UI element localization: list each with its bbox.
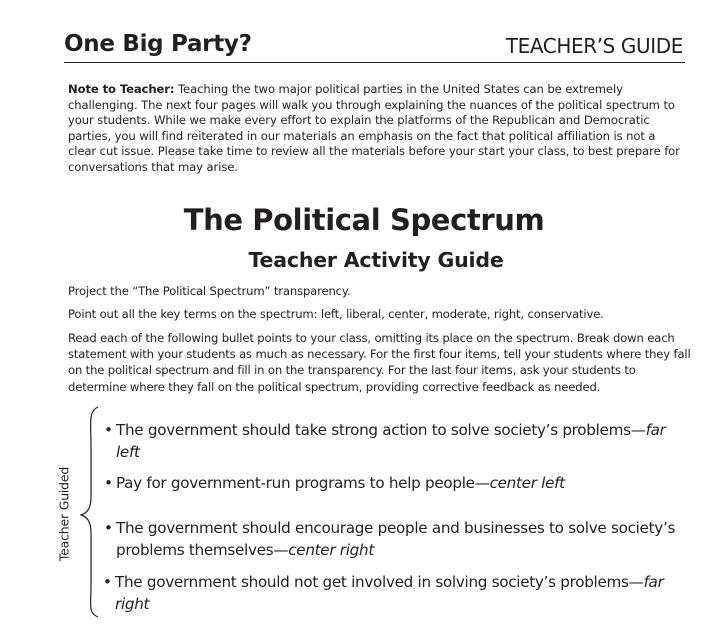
- section-title: The Political Spectrum: [183, 203, 545, 237]
- item-statement: Pay for government-run programs to help people—: [116, 474, 490, 492]
- list-item: [104, 472, 689, 494]
- bullet-icon: •: [104, 474, 113, 492]
- note-to-teacher: [68, 82, 686, 176]
- note-text: Teaching the two major political parties in the United States can be extremely challenging. The next four pages will walk you through explaining the nuances of the political spectrum to your students. While we make every effort to explain the platforms of the Republican and Democratic parties, you will find reiterated in our materials an emphasis on the fact that political affiliation is not a clear cut issue. Please take time to review all the materials before your start your class, to best prepare for conversations that may arise.: [68, 82, 680, 174]
- list-item: [104, 419, 689, 463]
- header-divider: [64, 62, 685, 63]
- teachers-guide-label: TEACHER’S GUIDE: [505, 34, 683, 58]
- item-spectrum-position: center right: [288, 541, 374, 559]
- teacher-guided-text: Teacher Guided: [56, 466, 72, 562]
- item-statement: The government should take strong action to solve society’s problems—: [116, 421, 646, 439]
- list-item: [103, 571, 688, 615]
- section-subtitle: Teacher Activity Guide: [248, 248, 504, 272]
- page-title: One Big Party?: [64, 31, 252, 57]
- bullet-icon: •: [104, 421, 113, 439]
- instruction-key-terms: Point out all the key terms on the spectrum: left, liberal, center, moderate, right, conservative.: [68, 307, 604, 321]
- item-statement: The government should not get involved in solving society’s problems—: [115, 573, 644, 591]
- item-statement: The government should encourage people and businesses to solve society’s problems themselves—: [116, 519, 676, 559]
- left-brace-icon: [80, 405, 102, 619]
- item-spectrum-position: far left: [116, 421, 666, 461]
- instruction-read-bullets: Read each of the following bullet points to your class, omitting its place on the spectrum. Break down each statement with your students as much as necessary. For the first four items, tell your students where they fall on the political spectrum and fill in on the transparency. For the last four items, ask your students to determine where they fall on the political spectrum, providing corrective feedback as needed.: [68, 331, 691, 394]
- note-label: Note to Teacher:: [68, 82, 175, 96]
- bullet-icon: •: [103, 573, 112, 591]
- item-spectrum-position: center left: [489, 474, 565, 492]
- bullet-icon: •: [104, 519, 113, 537]
- item-spectrum-position: far right: [115, 573, 664, 613]
- list-item: [104, 517, 689, 561]
- instruction-project-transparency: Project the “The Political Spectrum” transparency.: [68, 284, 351, 298]
